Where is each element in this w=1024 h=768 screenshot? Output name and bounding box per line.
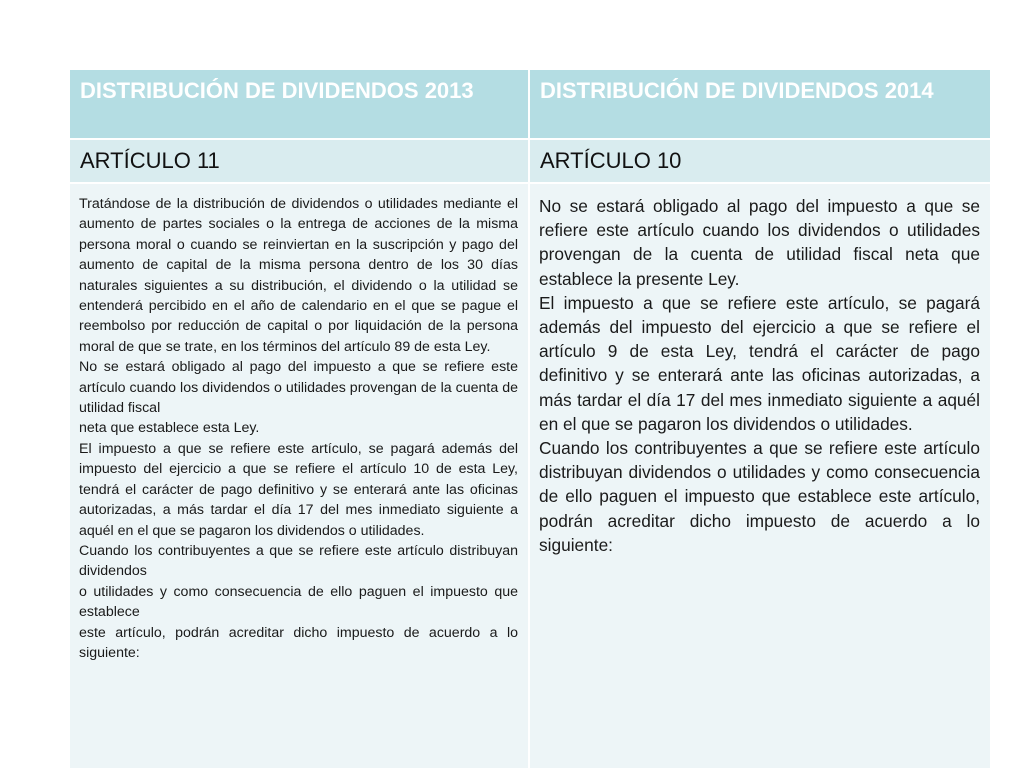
body-2014 (530, 184, 990, 768)
header-2014-label: DISTRIBUCIÓN DE DIVIDENDOS 2014 (540, 78, 934, 103)
header-2013-label: DISTRIBUCIÓN DE DIVIDENDOS 2013 (80, 78, 474, 103)
paragraph: No se estará obligado al pago del impuesto a que se refiere este artículo cuando los dividendos o utilidades provengan de la cuenta de utilidad fiscal neta que establece la presente Ley. (539, 196, 980, 289)
paragraph: Cuando los contribuyentes a que se refiere este artículo distribuyan dividendos (79, 542, 518, 580)
article-2014 (530, 140, 990, 184)
paragraph: este artículo, podrán acreditar dicho impuesto de acuerdo a lo siguiente: (79, 624, 518, 661)
paragraph: o utilidades y como consecuencia de ello paguen el impuesto que establece (79, 583, 518, 621)
header-2014 (530, 70, 990, 140)
paragraph: El impuesto a que se refiere este artículo, se pagará además del impuesto del ejercicio a que se refiere el artículo 10 de esta Ley, tendrá el carácter de pago definitivo y se enterará ante las oficinas autorizadas, a más tardar el día 17 del mes inmediato siguiente a aquél en el que se pagaron los dividendos o utilidades. (79, 440, 518, 539)
paragraph: El impuesto a que se refiere este artículo, se pagará además del impuesto del ejercicio a que se refiere el artículo 9 de esta Ley, tendrá el carácter de pago definitivo y se enterará ante las oficinas autorizadas, a más tardar el día 17 del mes inmediato siguiente a aquél en el que se pagaron los dividendos o utilidades. (539, 292, 980, 434)
paragraph: Tratándose de la distribución de dividendos o utilidades mediante el aumento de partes sociales o la entrega de acciones de la misma persona moral o cuando se reinviertan en la suscripción y pago del aumento de capital de la misma persona dentro de los 30 días naturales siguientes a su distribución, el dividendo o la utilidad se entenderá percibido en el año de calendario en el que se pague el reembolso por reducción de capital o por liquidación de la persona moral de que se trate, en los términos del artículo 89 de esta Ley. (79, 196, 518, 355)
paragraph: Cuando los contribuyentes a que se refiere este artículo distribuyan dividendos o utilidades y como consecuencia de ello paguen el impuesto que establece este artículo, podrán acreditar dicho impuesto de acuerdo a lo siguiente: (539, 438, 980, 555)
header-2013 (70, 70, 530, 140)
article-11-label: ARTÍCULO 11 (80, 148, 220, 173)
comparison-table (70, 70, 990, 768)
article-10-label: ARTÍCULO 10 (540, 148, 682, 173)
paragraph: No se estará obligado al pago del impuesto a que se refiere este artículo cuando los dividendos o utilidades provengan de la cuenta de utilidad fiscal (79, 359, 518, 417)
body-2013 (70, 184, 530, 768)
article-2013 (70, 140, 530, 184)
paragraph: neta que establece esta Ley. (79, 420, 260, 437)
